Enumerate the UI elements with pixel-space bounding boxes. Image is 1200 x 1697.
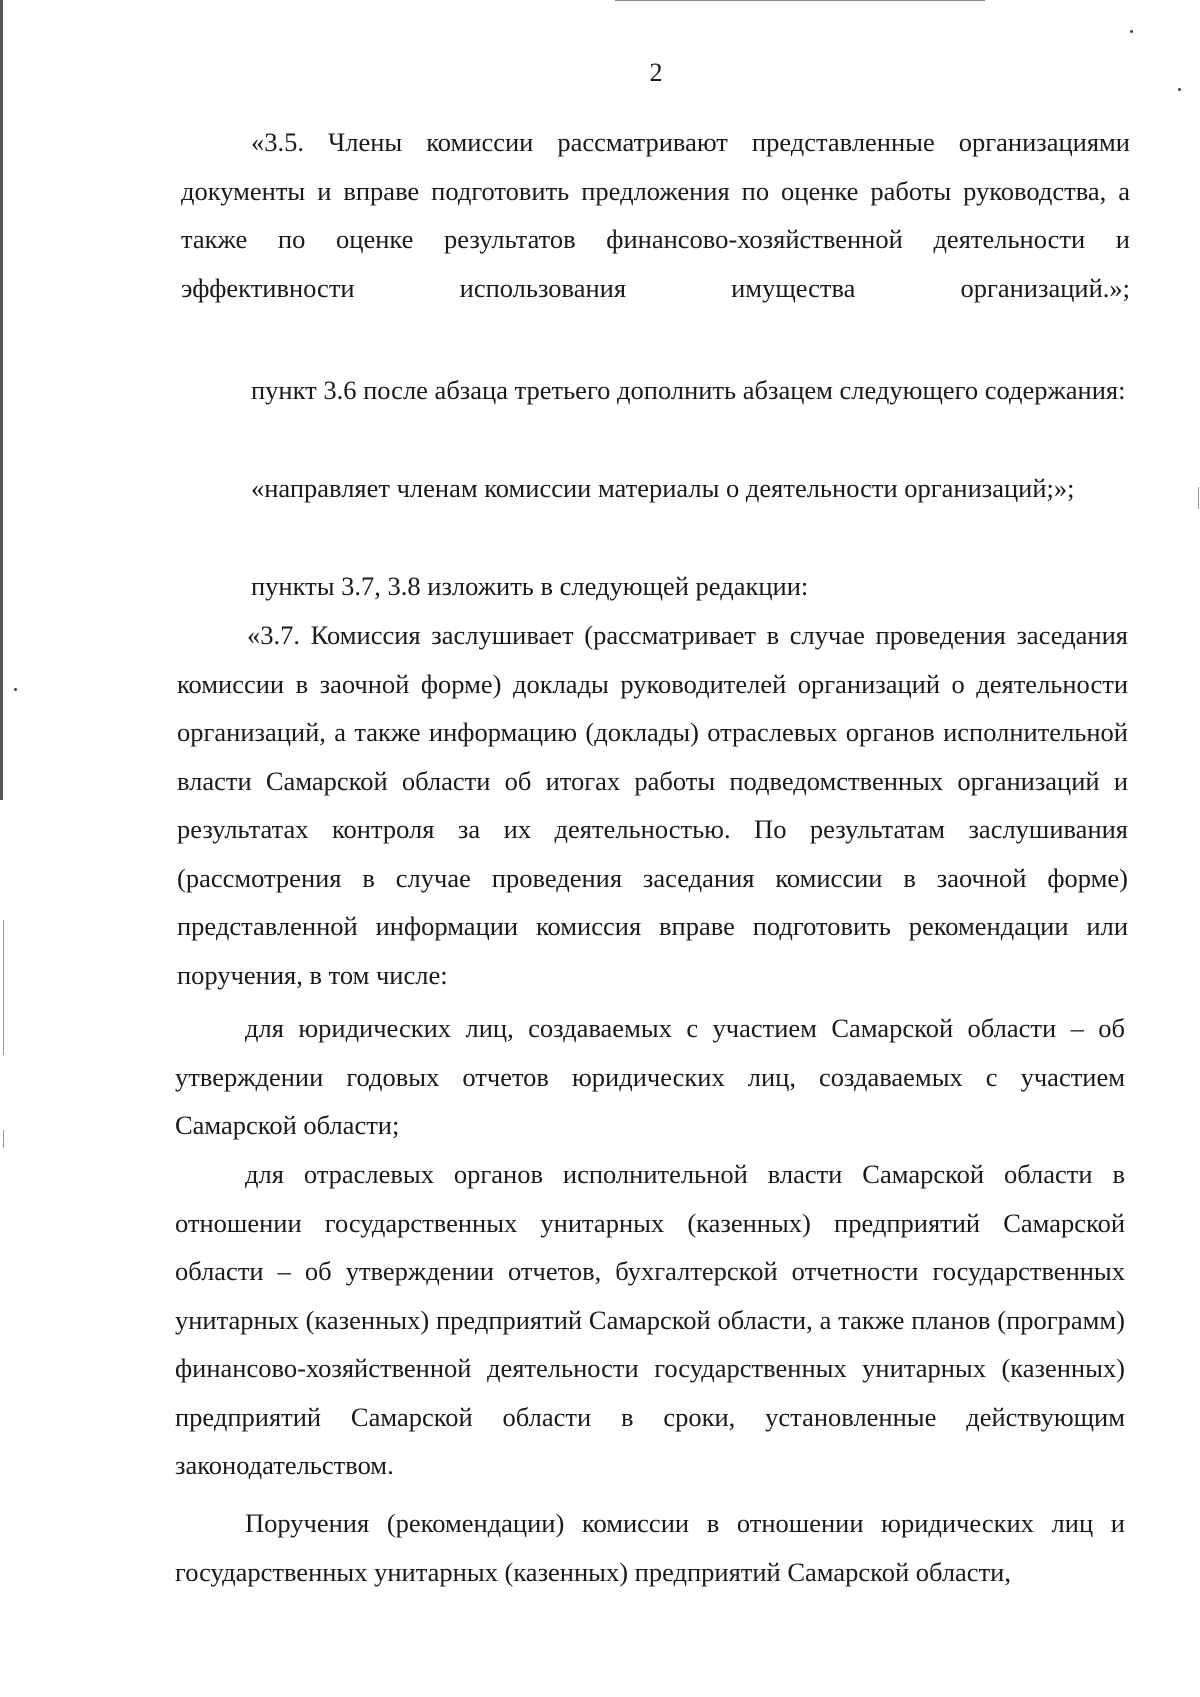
page-number: 2 <box>649 58 663 87</box>
paragraph-3-6-insert: «направляет членам комиссии материалы о деятельности организаций;»; <box>251 473 1075 503</box>
scan-mark <box>3 1130 4 1148</box>
paragraph-instructions: Поручения (рекомендации) комиссии в отношении юридических лиц и государственных унитарных (казенных) предприятий Самарской области, <box>175 1508 1125 1587</box>
paragraph-legal-entities: для юридических лиц, создаваемых с участием Самарской области – об утверждении годовых отчетов юридических лиц, создаваемых с участием Самарской области; <box>175 1013 1125 1140</box>
scan-edge-top <box>615 0 985 1</box>
scan-speck <box>14 688 17 691</box>
scan-speck <box>1130 30 1133 33</box>
scan-speck <box>1178 88 1181 91</box>
scan-mark <box>3 920 4 1055</box>
paragraph-3-5: «3.5. Члены комиссии рассматривают представленные организациями документы и вправе подготовить предложения по оценке работы руководства, а также по оценке результатов финансово-хозяйственной деятельности и эффективности использования имущества организаций.»; <box>181 127 1130 303</box>
scan-mark <box>1198 487 1199 509</box>
scan-edge-left <box>0 0 3 800</box>
paragraph-3-7: «3.7. Комиссия заслушивает (рассматривает в случае проведения заседания комиссии в заочной форме) доклады руководителей организаций о деятельности организаций, а также информацию (доклады) отраслевых органов исполнительной власти Самарской области об итогах работы подведомственных организаций и результатах контроля за их деятельностью. По результатам заслушивания (рассмотрения в случае проведения заседания комиссии в заочной форме) представленной информации комиссия вправе подготовить рекомендации или поручения, в том числе: <box>177 620 1128 990</box>
paragraph-3-7-3-8-intro: пункты 3.7, 3.8 изложить в следующей редакции: <box>251 571 809 601</box>
paragraph-sectoral-bodies: для отраслевых органов исполнительной власти Самарской области в отношении государственных унитарных (казенных) предприятий Самарской области – об утверждении отчетов, бухгалтерской отчетности государственных унитарных (казенных) предприятий Самарской области, а также планов (программ) финансово-хозяйственной деятельности государственных унитарных (казенных) предприятий Самарской области в сроки, установленные действующим законодательством. <box>175 1159 1125 1480</box>
paragraph-3-6-intro: пункт 3.6 после абзаца третьего дополнить абзацем следующего содержания: <box>251 375 1126 405</box>
